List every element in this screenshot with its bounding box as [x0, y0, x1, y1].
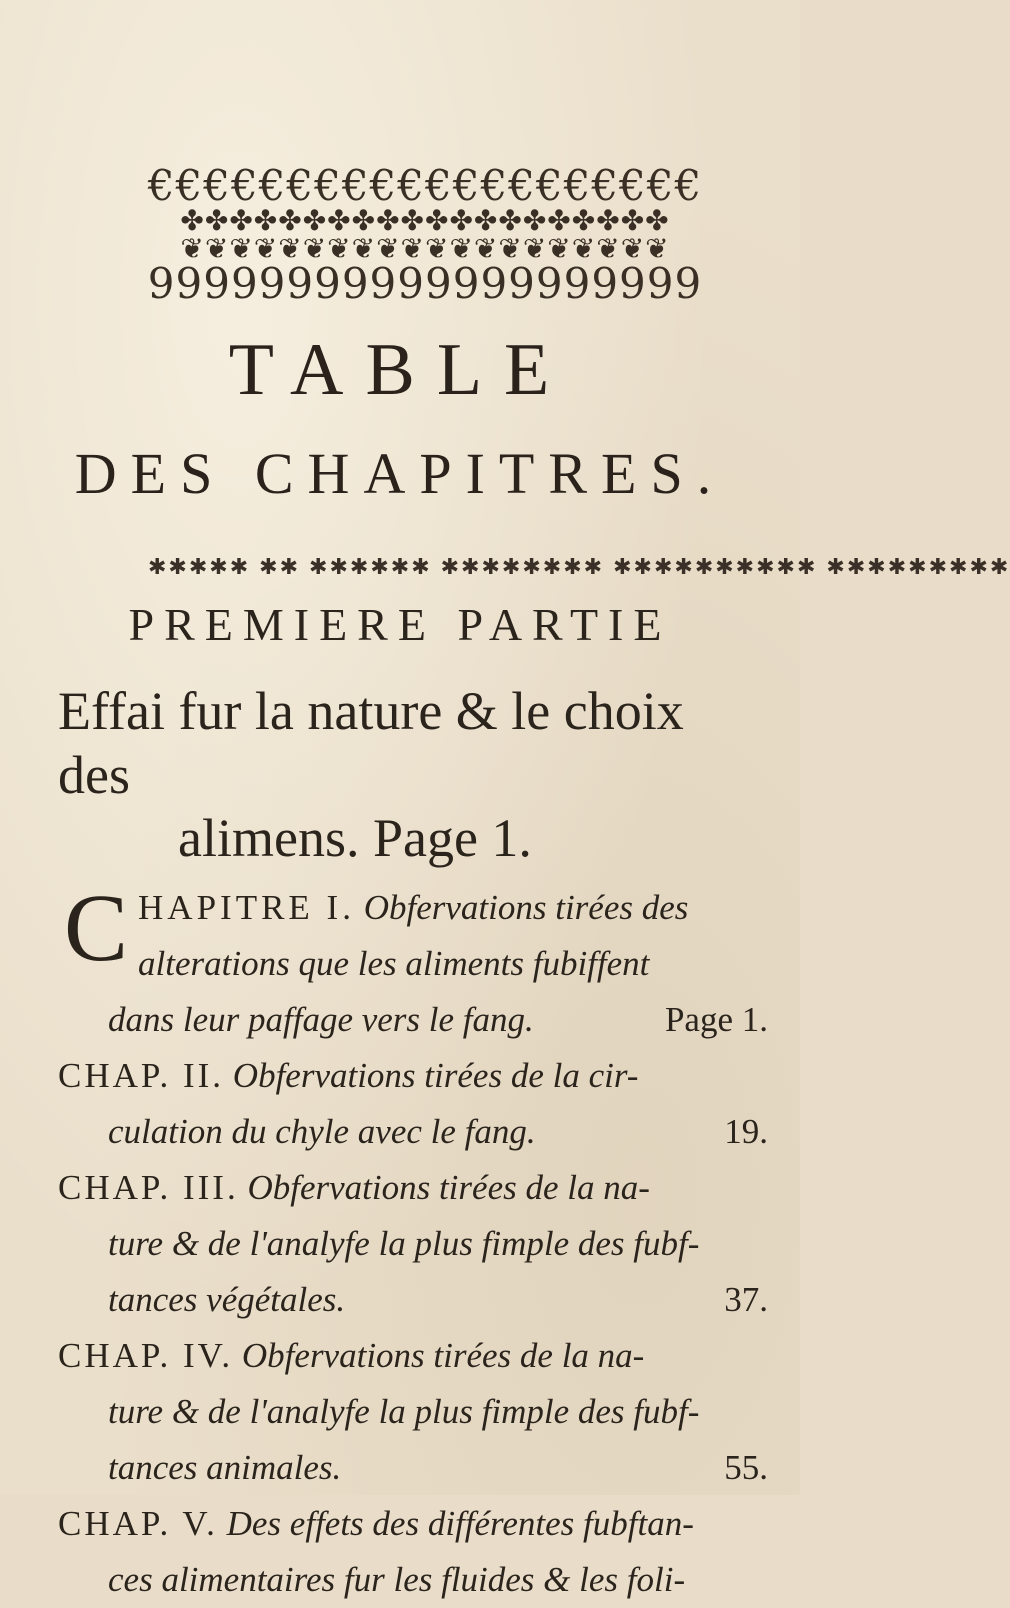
toc-entry — [58, 874, 778, 1048]
page-number: 19. — [724, 1112, 768, 1151]
page-subtitle: DES CHAPITRES. — [74, 441, 726, 506]
ornamental-rule: ✱✱✱✱✱ ✱✱ ✱✱✱✱✱✱ ✱✱✱✱✱✱✱✱ ✱✱✱✱✱✱✱✱✱✱ ✱✱✱✱✱✱✱✱✱ — [148, 555, 1010, 580]
chapter-text: Obfervations tirées des — [363, 888, 689, 927]
chapter-text: Obfervations tirées de la na- — [247, 1168, 650, 1207]
drop-cap: C — [64, 874, 129, 981]
chapter-label: CHAP. IV. — [58, 1336, 234, 1375]
chapter-text: Obfervations tirées de la na- — [241, 1336, 645, 1375]
essay-title — [58, 680, 758, 871]
chapter-text — [58, 992, 778, 1048]
page-number: Page 1. — [664, 1000, 768, 1039]
chapter-text-line: tances animales. — [108, 1448, 342, 1487]
chapter-text — [58, 1440, 778, 1496]
table-of-contents — [58, 874, 778, 1608]
chapter-text-line: culation du chyle avec le fang. — [108, 1112, 536, 1151]
ornament-row: ✤✤✤✤✤✤✤✤✤✤✤✤✤✤✤✤✤✤✤✤ — [180, 204, 670, 237]
chapter-text — [58, 1104, 778, 1160]
chapter-text — [58, 1272, 778, 1328]
printer-ornament-band — [147, 161, 703, 308]
chapter-text: alterations que les aliments fubiffent — [138, 944, 650, 983]
chapter-text: Des effets des différentes fubftan- — [226, 1504, 694, 1543]
chapter-text: ture & de l'analyfe la plus fimple des fubf- — [108, 1392, 700, 1431]
page-title: TABLE — [228, 329, 572, 411]
essay-title-line: alimens. Page 1. — [178, 808, 532, 869]
chapter-text: ture & de l'analyfe la plus fimple des fubf- — [108, 1224, 700, 1263]
toc-entry — [58, 1048, 778, 1160]
toc-entry — [58, 1160, 778, 1328]
ornament-row: ❦❦❦❦❦❦❦❦❦❦❦❦❦❦❦❦❦❦❦❦ — [180, 232, 670, 265]
ornament-row: €€€€€€€€€€€€€€€€€€€€ — [147, 161, 703, 210]
chapter-text-line: tances végétales. — [108, 1280, 346, 1319]
toc-entry — [58, 1328, 778, 1496]
chapter-label: CHAP. II. — [58, 1056, 225, 1095]
chapter-label: CHAP. III. — [58, 1168, 239, 1207]
chapter-text: ces alimentaires fur les fluides & les foli- — [108, 1560, 686, 1599]
chapter-label: CHAP. V. — [58, 1504, 218, 1543]
chapter-text: Obfervations tirées de la cir- — [232, 1056, 639, 1095]
ornament-row: 99999999999999999999 — [147, 259, 703, 308]
part-title: PREMIERE PARTIE — [128, 599, 672, 650]
essay-title-line: Effai fur la nature & le choix des — [58, 681, 684, 805]
page-number: 55. — [724, 1448, 768, 1487]
page-number: 37. — [724, 1280, 768, 1319]
toc-entry — [58, 1496, 778, 1608]
chapter-label: HAPITRE I. — [138, 888, 355, 927]
chapter-text-line: dans leur paffage vers le fang. — [108, 1000, 534, 1039]
